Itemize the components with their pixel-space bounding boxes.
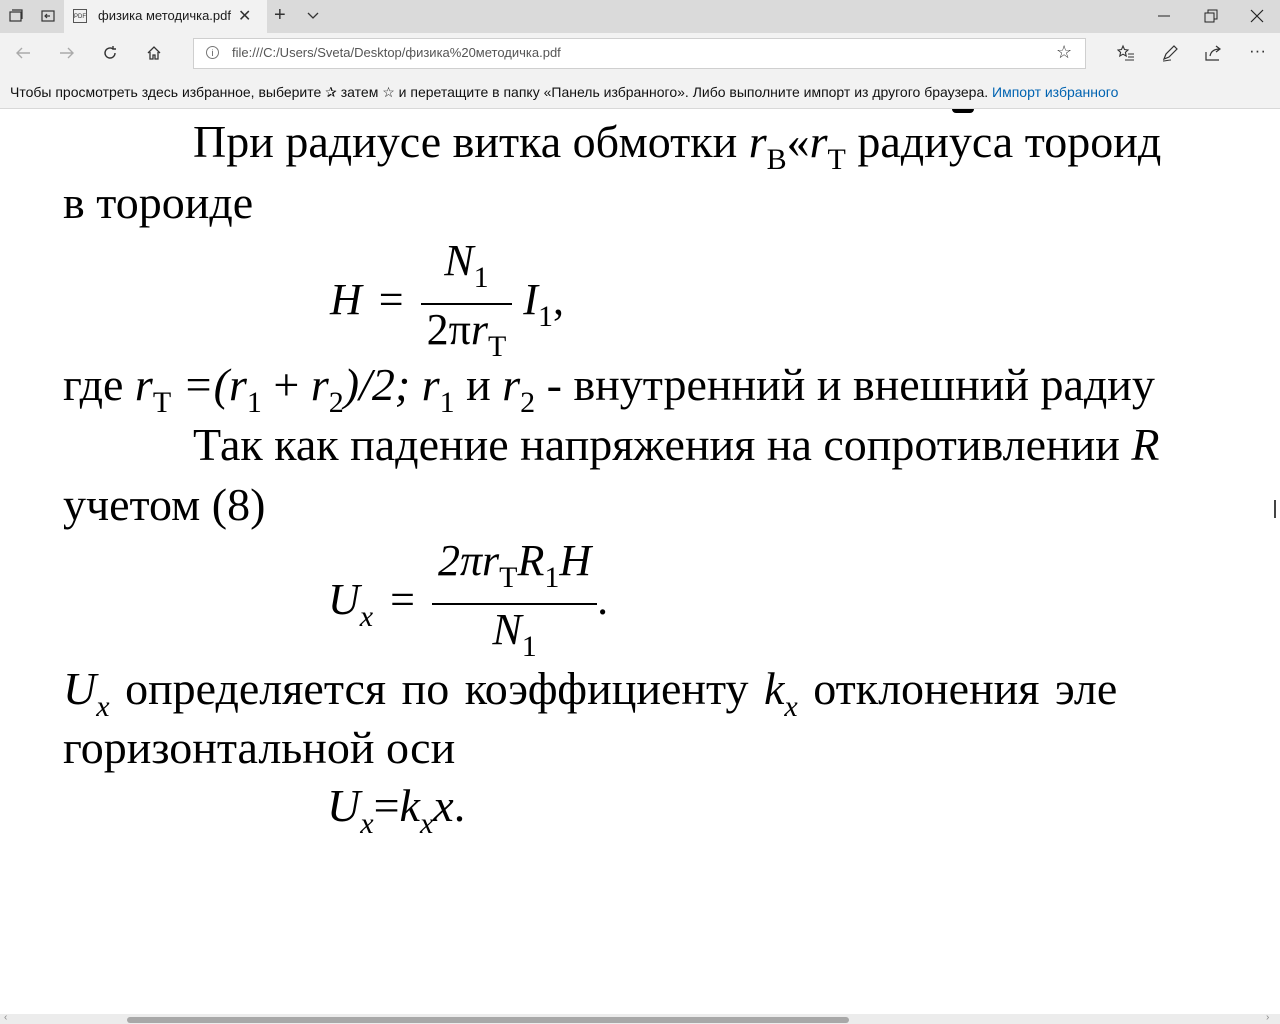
- text-cursor: [1274, 500, 1276, 518]
- symbol-r: r: [748, 116, 767, 167]
- equals-sign: =: [378, 275, 404, 325]
- tab-bar: [0, 0, 1280, 33]
- symbol-r: r: [481, 536, 500, 585]
- symbol-r: r: [134, 359, 153, 410]
- paragraph-1-line-1: [193, 116, 1161, 186]
- more-icon[interactable]: ···: [1249, 41, 1266, 60]
- subscript: 1: [439, 386, 455, 419]
- close-tab-icon[interactable]: ✕: [238, 8, 252, 25]
- subscript: x: [359, 600, 374, 634]
- symbol-u: U: [63, 663, 97, 714]
- two-pi: 2π: [437, 536, 482, 585]
- symbol-r: r: [421, 359, 440, 410]
- tab-active[interactable]: [64, 0, 267, 33]
- address-url[interactable]: file:///C:/Users/Sveta/Desktop/физика%20методичка.pdf: [232, 45, 561, 60]
- symbol-r: R: [1131, 419, 1160, 470]
- subscript: 1: [246, 386, 262, 419]
- subscript: Т: [152, 386, 172, 419]
- navigation-bar: [0, 33, 1280, 75]
- back-arrow-icon[interactable]: [12, 44, 34, 66]
- symbol-n: N: [492, 605, 522, 654]
- text-run: )/2;: [343, 359, 422, 410]
- denominator: [432, 605, 597, 672]
- symbol-h: H: [559, 536, 592, 585]
- pen-icon[interactable]: [1161, 44, 1179, 67]
- formula-ux-kx: [327, 780, 465, 850]
- formula-h: [330, 236, 564, 372]
- horizontal-scrollbar[interactable]: [0, 1014, 1280, 1024]
- comma: ,: [552, 275, 564, 325]
- text-run: отклонения эле: [797, 663, 1118, 714]
- address-bar[interactable]: [193, 38, 1086, 69]
- tabs-aside-icon[interactable]: [8, 8, 24, 24]
- scrollbar-thumb[interactable]: [127, 1017, 849, 1023]
- period: .: [453, 780, 466, 831]
- pdf-file-icon: PDF: [73, 9, 87, 23]
- formula-ux: [328, 536, 608, 672]
- subscript: 1: [537, 300, 553, 334]
- much-less-sign: «: [786, 116, 810, 167]
- fraction: [432, 536, 597, 672]
- text-run: где: [63, 359, 135, 410]
- symbol-u: U: [327, 780, 361, 831]
- symbol-i: I: [523, 275, 538, 325]
- restore-button[interactable]: [1204, 6, 1218, 30]
- subscript: x: [784, 690, 798, 723]
- symbol-u: U: [328, 575, 360, 625]
- text-run: - внутренний и внешний радиу: [535, 359, 1155, 410]
- favorites-bar-message: [10, 84, 1118, 101]
- cut-off-glyph: [952, 109, 974, 113]
- close-window-button[interactable]: [1250, 6, 1264, 30]
- numerator: [432, 536, 597, 605]
- subscript: x: [96, 690, 110, 723]
- subscript: Т: [499, 561, 518, 594]
- symbol-h: H: [330, 275, 362, 325]
- fraction: [421, 236, 513, 372]
- subscript: Т: [827, 143, 846, 176]
- pdf-document-view[interactable]: [0, 109, 1280, 1014]
- text-run: =(: [171, 359, 229, 410]
- subscript: x: [360, 807, 374, 840]
- equals-sign: =: [373, 780, 400, 831]
- equals-sign: =: [390, 575, 415, 625]
- symbol-k: k: [399, 780, 420, 831]
- subscript: 1: [473, 261, 489, 294]
- plus-sign: +: [261, 359, 311, 410]
- symbol-r: r: [502, 359, 521, 410]
- text-run: Так как падение напряжения на сопротивлении: [193, 419, 1132, 470]
- symbol-k: k: [763, 663, 785, 714]
- text-run: определяется по коэффициенту: [109, 663, 764, 714]
- numerator: [421, 236, 513, 305]
- paragraph-4-line-2: горизонтальной оси: [63, 722, 456, 773]
- subscript: Т: [487, 330, 507, 363]
- import-favorites-link[interactable]: Импорт избранного: [992, 84, 1119, 100]
- refresh-icon[interactable]: [99, 44, 121, 66]
- subscript: 1: [521, 630, 537, 663]
- paragraph-3-line-1: [193, 419, 1159, 471]
- favorites-hub-icon[interactable]: [1117, 44, 1135, 67]
- paragraph-3-line-2: учетом (8): [63, 479, 266, 530]
- chevron-down-icon[interactable]: [306, 8, 320, 27]
- paragraph-1-line-2: в тороиде: [63, 177, 254, 228]
- favorites-bar: [0, 75, 1280, 109]
- text-run: При радиусе витка обмотки: [193, 116, 749, 167]
- plus-icon[interactable]: +: [274, 4, 286, 26]
- tab-title: физика методичка.pdf: [98, 8, 231, 23]
- subscript: 2: [328, 386, 344, 419]
- share-icon[interactable]: [1204, 44, 1222, 67]
- favorites-bar-text: Чтобы просмотреть здесь избранное, выберите ✰ затем ☆ и перетащите в папку «Панель избранного». Либо выполните импорт из другого браузера.: [10, 84, 989, 100]
- subscript: В: [766, 143, 787, 176]
- subscript: 1: [544, 561, 560, 594]
- text-run: радиуса тороид: [845, 116, 1162, 167]
- two-pi: 2π: [426, 305, 471, 354]
- star-icon[interactable]: ☆: [1056, 42, 1073, 62]
- scroll-left-icon[interactable]: ‹: [4, 1012, 8, 1023]
- subscript: 2: [520, 386, 536, 419]
- symbol-r: r: [470, 305, 488, 354]
- subscript: x: [419, 807, 434, 840]
- symbol-x: x: [433, 780, 454, 831]
- symbol-r-upper: R: [517, 536, 545, 585]
- symbol-r: r: [809, 116, 828, 167]
- scroll-right-icon[interactable]: ›: [1266, 1012, 1270, 1023]
- minimize-button[interactable]: [1157, 6, 1171, 30]
- home-icon[interactable]: [143, 44, 165, 66]
- set-tabs-aside-icon[interactable]: [40, 8, 56, 24]
- symbol-r: r: [229, 359, 247, 410]
- symbol-n: N: [444, 236, 474, 285]
- text-run: и: [454, 359, 503, 410]
- symbol-r: r: [310, 359, 329, 410]
- period: .: [597, 575, 609, 625]
- site-info-icon[interactable]: i: [206, 46, 219, 59]
- forward-arrow-icon[interactable]: [56, 44, 78, 66]
